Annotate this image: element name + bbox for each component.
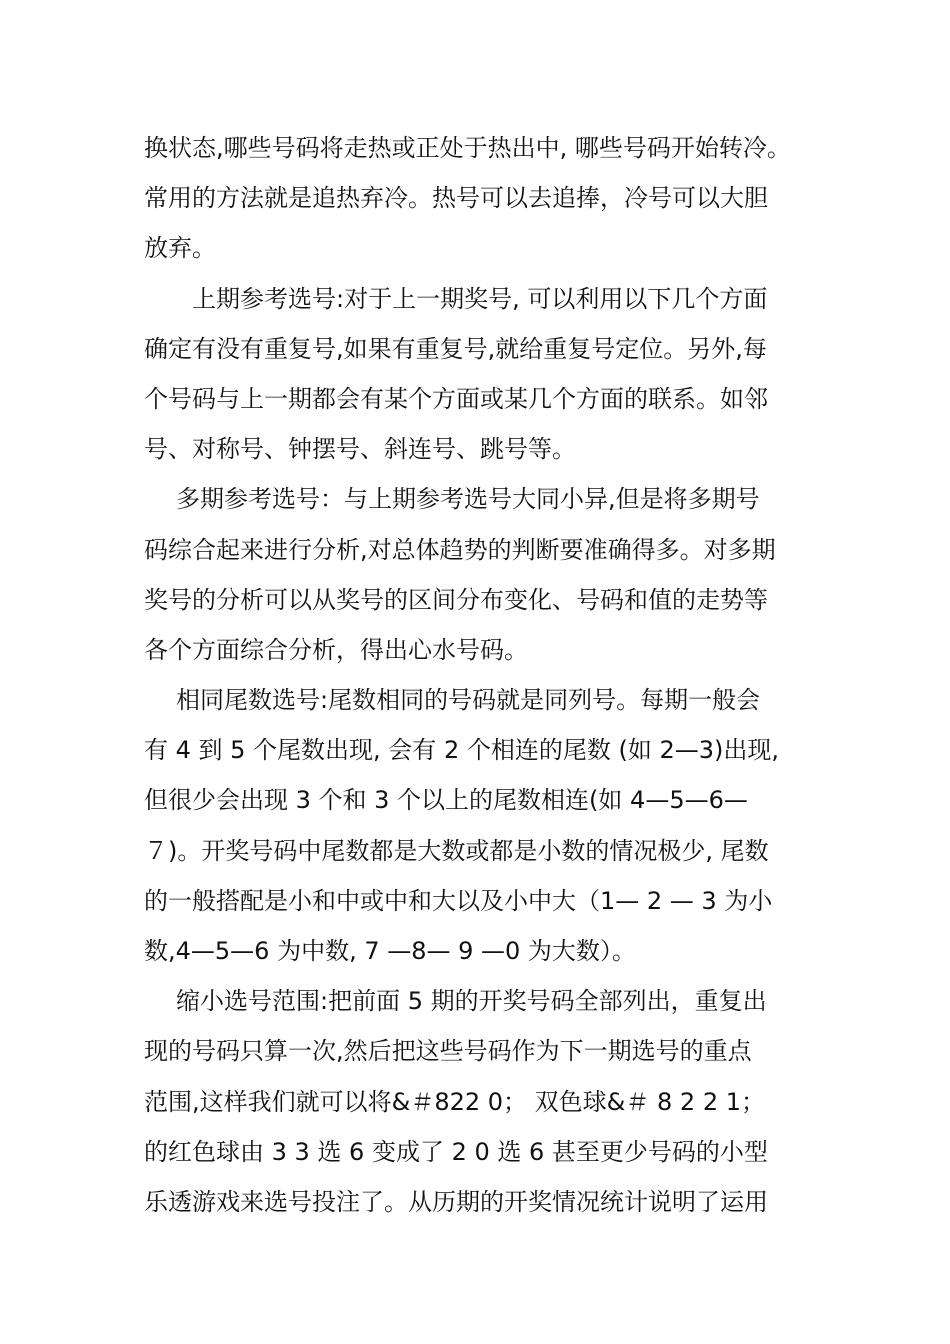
text-line: 确定有没有重复号,如果有重复号,就给重复号定位。另外,每 — [144, 334, 767, 363]
text-line: 乐透游戏来选号投注了。从历期的开奖情况统计说明了运用 — [144, 1187, 768, 1216]
text-line: 码综合起来进行分析,对总体趋势的判断要准确得多。对多期 — [144, 535, 776, 564]
text-line: 的红色球由 3 3 选 6 变成了 2 0 选 6 甚至更少号码的小型 — [144, 1137, 768, 1166]
text-line: 数,4—5—6 为中数, 7 —8— 9 —0 为大数）。 — [144, 937, 636, 965]
paragraph-start-line: 相同尾数选号:尾数相同的号码就是同列号。每期一般会 — [176, 686, 761, 715]
text-line: ７)。开奖号码中尾数都是大数或都是小数的情况极少, 尾数 — [144, 836, 769, 865]
paragraph-start-line: 多期参考选号：与上期参考选号大同小异,但是将多期号 — [176, 485, 760, 514]
text-line: 现的号码只算一次,然后把这些号码作为下一期选号的重点 — [144, 1037, 752, 1066]
text-line: 但很少会出现 3 个和 3 个以上的尾数相连(如 4—5—6— — [144, 786, 748, 815]
text-line: 各个方面综合分析，得出心水号码。 — [144, 635, 528, 664]
document-body — [144, 123, 814, 1227]
text-line: 的一般搭配是小和中或中和大以及小中大（1— 2 — 3 为小 — [144, 886, 773, 915]
paragraph-start-line: 缩小选号范围:把前面 5 期的开奖号码全部列出，重复出 — [176, 987, 767, 1016]
text-line: 号、对称号、钟摆号、斜连号、跳号等。 — [144, 435, 576, 464]
text-line: 换状态,哪些号码将走热或正处于热出中, 哪些号码开始转冷。 — [144, 134, 791, 162]
text-line: 范围,这样我们就可以将&＃822 0； 双色球&＃ 8 2 2 1； — [144, 1087, 765, 1116]
text-line: 有 4 到 5 个尾数出现, 会有 2 个相连的尾数 (如 2—3)出现, — [144, 736, 779, 765]
text-line: 奖号的分析可以从奖号的区间分布变化、号码和值的走势等 — [144, 585, 768, 614]
text-line: 放弃。 — [144, 234, 216, 263]
text-line: 常用的方法就是追热弃冷。热号可以去追捧，冷号可以大胆 — [144, 184, 768, 213]
text-line: 个号码与上一期都会有某个方面或某几个方面的联系。如邻 — [144, 384, 768, 413]
paragraph-start-line: 上期参考选号:对于上一期奖号, 可以利用以下几个方面 — [192, 284, 768, 313]
